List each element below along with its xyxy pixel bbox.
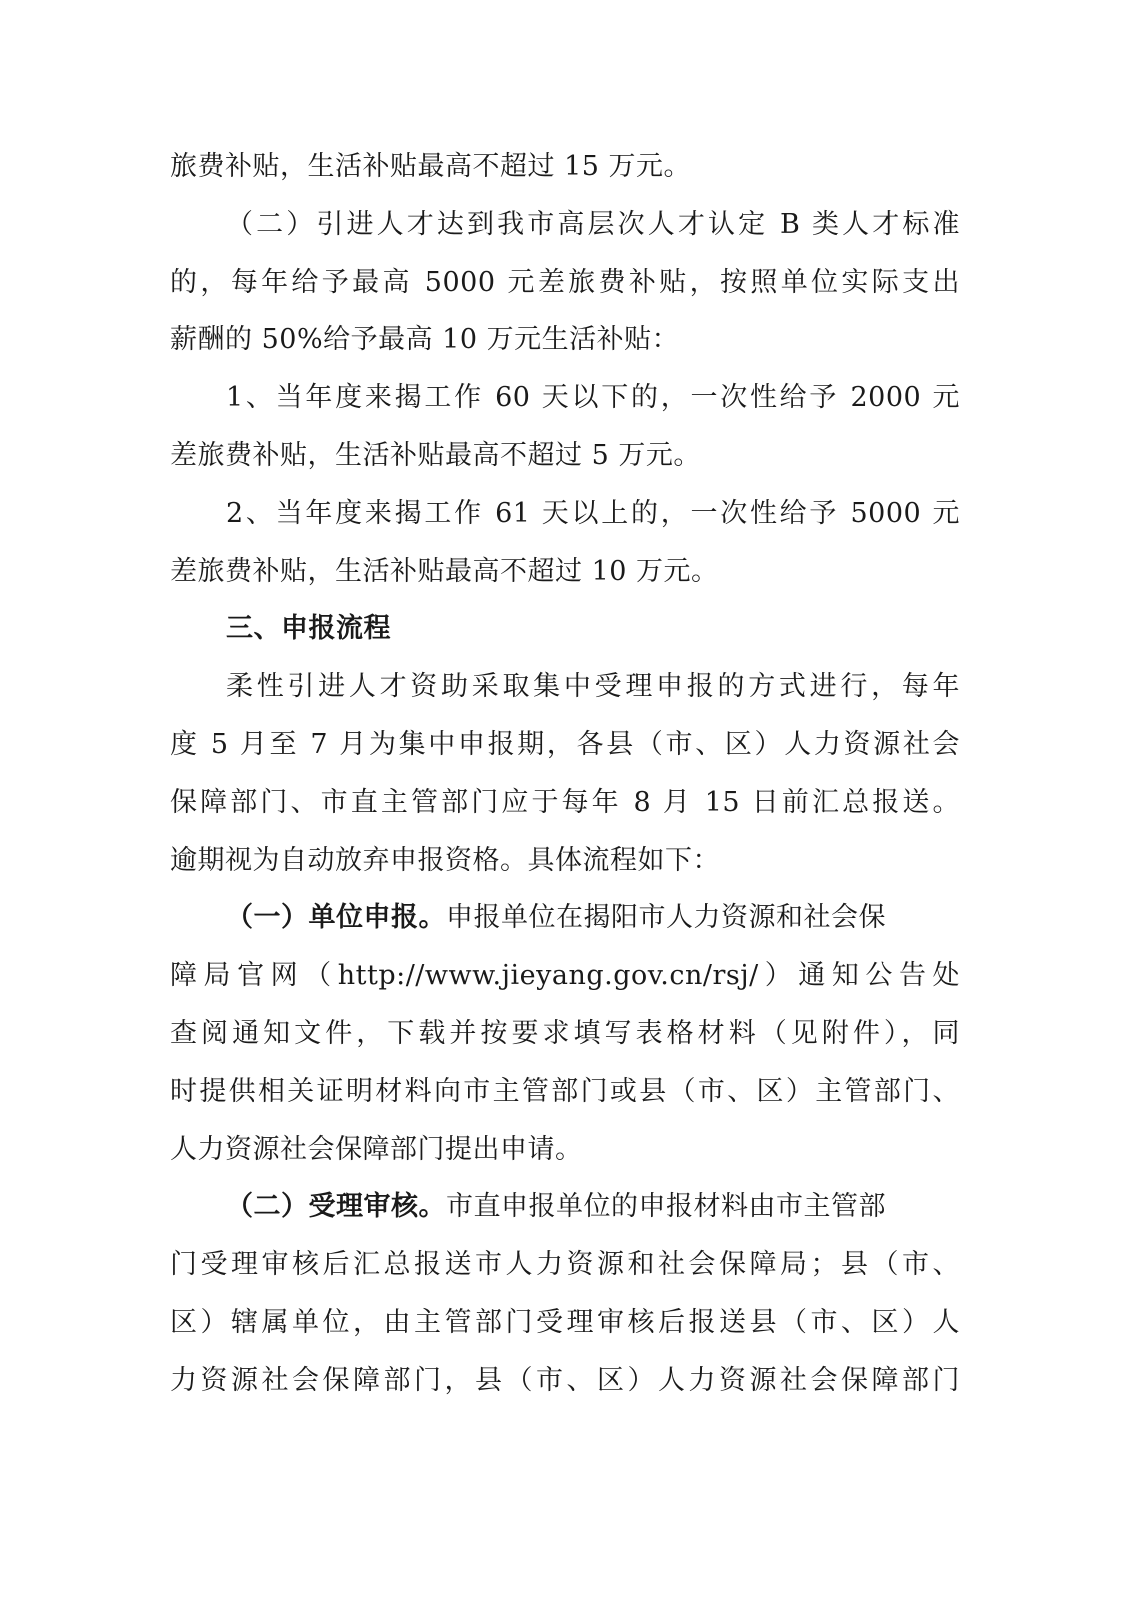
text-span: 市直申报单位的申报材料由市主管部 [446,1191,886,1223]
text-line: 度 5 月至 7 月为集中申报期，各县（市、区）人力资源社会 [170,728,960,760]
subsection-lead: （一）单位申报。 [226,902,446,934]
document-page [170,138,960,1410]
text-line: 门受理审核后汇总报送市人力资源和社会保障局；县（市、 [170,1249,960,1281]
text-line: 的，每年给予最高 5000 元差旅费补贴，按照单位实际支出 [170,266,960,298]
text-line: 人力资源社会保障部门提出申请。 [170,1133,583,1165]
text-line: 力资源社会保障部门，县（市、区）人力资源社会保障部门 [170,1364,960,1396]
text-line: 柔性引进人才资助采取集中受理申报的方式进行，每年 [226,671,960,703]
subsection-lead: （二）受理审核。 [226,1191,446,1223]
text-line [170,889,960,947]
text-line: 时提供相关证明材料向市主管部门或县（市、区）主管部门、 [170,1075,960,1107]
text-line: 障局官网（http://www.jieyang.gov.cn/rsj/）通知公告处 [170,960,960,992]
text-line [170,1178,960,1236]
text-line: （二）引进人才达到我市高层次人才认定 B 类人才标准 [226,208,960,240]
text-line: 薪酬的 50%给予最高 10 万元生活补贴： [170,324,680,356]
text-span: 申报单位在揭阳市人力资源和社会保 [446,902,886,934]
text-line: 逾期视为自动放弃申报资格。具体流程如下： [170,844,720,876]
section-heading: 三、申报流程 [226,613,391,645]
text-line: 差旅费补贴，生活补贴最高不超过 5 万元。 [170,439,701,471]
text-line: 2、当年度来揭工作 61 天以上的，一次性给予 5000 元 [226,497,960,529]
text-line: 保障部门、市直主管部门应于每年 8 月 15 日前汇总报送。 [170,786,960,818]
text-line: 区）辖属单位，由主管部门受理审核后报送县（市、区）人 [170,1306,960,1338]
text-line: 1、当年度来揭工作 60 天以下的，一次性给予 2000 元 [226,382,960,414]
text-line: 差旅费补贴，生活补贴最高不超过 10 万元。 [170,555,719,587]
text-line: 查阅通知文件，下载并按要求填写表格材料（见附件），同 [170,1017,960,1049]
text-line: 旅费补贴，生活补贴最高不超过 15 万元。 [170,151,692,182]
